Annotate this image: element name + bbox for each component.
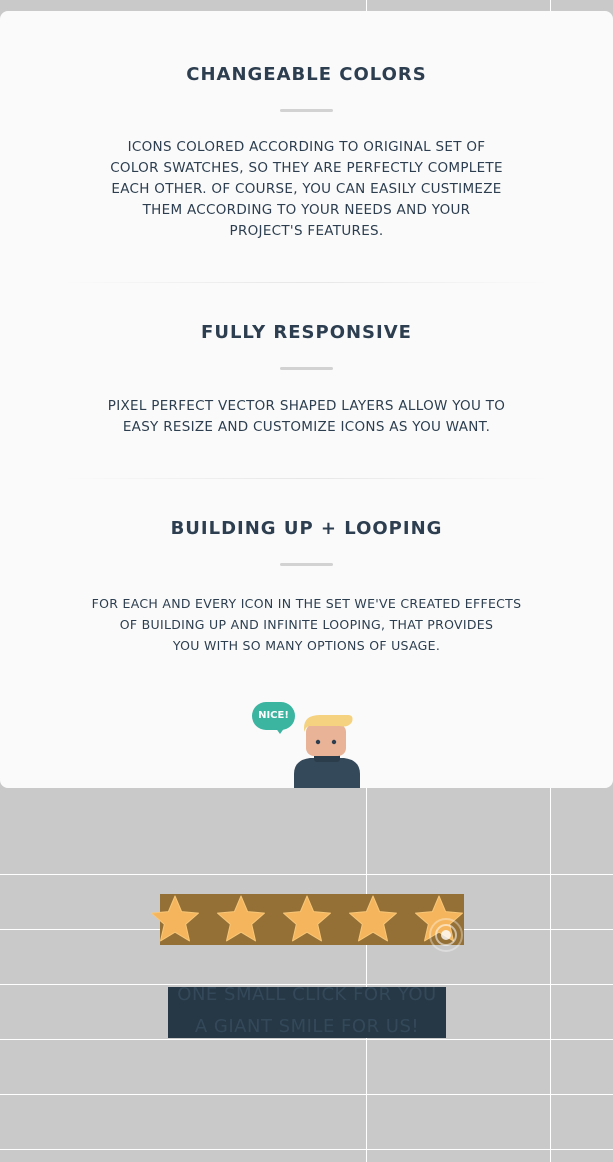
- title-underline: [280, 367, 333, 370]
- section-title-fully-responsive: FULLY RESPONSIVE: [201, 322, 412, 343]
- title-underline: [280, 563, 333, 566]
- speech-bubble-tail: [275, 727, 285, 734]
- slogan-line-2: A GIANT SMILE FOR US!: [194, 1016, 420, 1037]
- star-icon[interactable]: [148, 893, 202, 947]
- title-underline: [280, 109, 333, 112]
- section-title-building-up-looping: BUILDING UP + LOOPING: [170, 518, 443, 539]
- click-ripple-icon: [428, 917, 464, 953]
- section-title-changeable-colors: CHANGEABLE COLORS: [186, 64, 427, 85]
- slogan-line-1: ONE SMALL CLICK FOR YOU: [177, 984, 437, 1005]
- features-card: [0, 11, 613, 788]
- star-icon[interactable]: [346, 893, 400, 947]
- grid-line: [0, 1094, 613, 1095]
- section-divider: [60, 478, 553, 479]
- grid-line: [0, 1039, 613, 1040]
- speech-bubble: NICE!: [252, 702, 295, 730]
- character-illustration: [290, 712, 364, 788]
- section-divider: [60, 282, 553, 283]
- section-body-changeable-colors: ICONS COLORED ACCORDING TO ORIGINAL SET OF COLOR SWATCHES, SO THEY ARE PERFECTLY COMPLETE EACH OTHER. OF COURSE, YOU CAN EASILY CUSTIMEZE THEM ACCORDING TO YOUR NEEDS AND YOUR PROJECT'S FEATURES.: [110, 139, 503, 239]
- slogan-banner: [168, 984, 446, 1038]
- star-icon[interactable]: [214, 893, 268, 947]
- star-icon[interactable]: [280, 893, 334, 947]
- section-body-building-up-looping: FOR EACH AND EVERY ICON IN THE SET WE'VE CREATED EFFECTS OF BUILDING UP AND INFINITE LOOPING, THAT PROVIDES YOU WITH SO MANY OPTIONS OF USAGE.: [91, 596, 522, 653]
- section-body-fully-responsive: PIXEL PERFECT VECTOR SHAPED LAYERS ALLOW YOU TO EASY RESIZE AND CUSTOMIZE ICONS AS YOU WANT.: [107, 398, 506, 435]
- grid-line: [0, 1149, 613, 1150]
- grid-line: [0, 874, 613, 875]
